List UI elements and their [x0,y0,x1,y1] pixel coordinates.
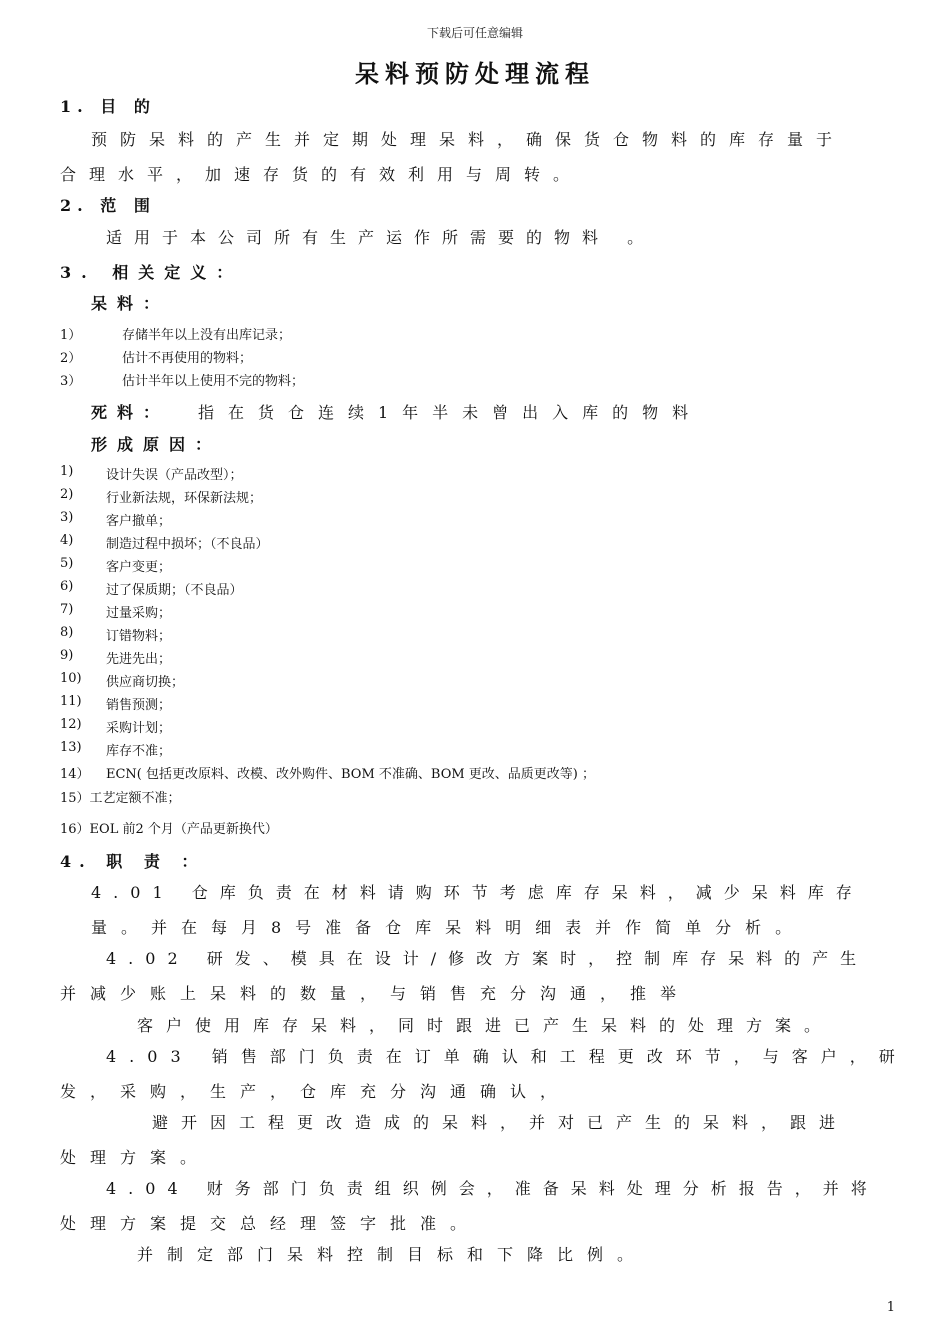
duty-4-03-line-4: 处理方案。 [60,1148,211,1167]
list-item-number: 3) [60,510,74,525]
duty-4-02-line-3: 客户使用库存呆料，同时跟进已产生呆料的处理方案。 [137,1016,834,1035]
duty-4-03-line-2: 发，采购，生产，仓库充分沟通确认， [60,1082,571,1101]
list-item-number: 3） [60,374,82,389]
list-item-number: 14） [60,767,90,782]
duty-4-04-line-1: 4.04 财务部门负责组织例会，准备呆料处理分析报告，并将 [106,1179,879,1198]
si-liao-definition: 指在货仓连续1年半未曾出入库的物料 [198,403,703,422]
section-1-heading: 1. 目 的 [60,97,156,116]
duty-4-01-line-2: 量。并在每月8号准备仓库呆料明细表并作简单分析。 [91,918,806,937]
duty-4-03-line-1: 4.03 销售部门负责在订单确认和工程更改环节，与客户，研 [106,1047,908,1066]
list-item-text: 销售预测； [106,698,172,713]
list-item-number: 11) [60,694,82,709]
list-item-text: ECN( 包括更改原料、改模、改外购件、BOM 不准确、BOM 更改、品质更改等) ； [106,767,596,782]
list-item-text: 过了保质期；（不良品） [106,583,243,598]
duty-4-01-line-1: 4.01 仓库负责在材料请购环节考虑库存呆料，减少呆料库存 [91,883,864,902]
list-item-number: 6) [60,579,74,594]
cause-label: 形成原因： [91,435,222,454]
section-2-heading: 2. 范 围 [60,196,156,215]
list-item-number: 1) [60,464,74,479]
list-item-number: 2) [60,487,74,502]
list-item-number: 9) [60,648,74,663]
list-item-number: 13) [60,740,82,755]
si-liao-label: 死料： [91,403,170,422]
list-item-number: 2） [60,351,82,366]
list-item-text: 先进先出； [106,652,172,667]
section-1-line-2: 合理水平，加速存货的有效利用与周转。 [60,165,583,184]
list-item-text: 库存不准； [106,744,172,759]
cause-item-16: 16）EOL 前2 个月（产品更新换代） [60,822,278,837]
list-item-number: 12) [60,717,82,732]
duty-4-04-line-3: 并制定部门呆料控制目标和下降比例。 [137,1245,648,1264]
list-item-text: 客户变更； [106,560,172,575]
list-item-text: 估计半年以上使用不完的物料； [122,374,305,389]
section-4-heading: 4. 职 责 ： [60,852,206,871]
list-item-text: 客户撤单； [106,514,172,529]
list-item-number: 5) [60,556,74,571]
list-item-number: 8) [60,625,74,640]
list-item-text: 制造过程中损坏；（不良品） [106,537,269,552]
list-item-text: 采购计划； [106,721,172,736]
section-2-line-1: 适用于本公司所有生产运作所需要的物料 。 [106,228,656,247]
duty-4-03-line-3: 避开因工程更改造成的呆料，并对已产生的呆料，跟进 [152,1113,849,1132]
page-number: 1 [886,1300,895,1315]
list-item-text: 估计不再使用的物料； [122,351,253,366]
list-item-text: 供应商切换； [106,675,185,690]
list-item-text: 过量采购； [106,606,172,621]
dai-liao-label: 呆料： [91,294,170,313]
duty-4-04-line-2: 处理方案提交总经理签字批准。 [60,1214,481,1233]
section-1-line-1: 预防呆料的产生并定期处理呆料，确保货仓物料的库存量于 [91,130,846,149]
list-item-number: 4) [60,533,74,548]
duty-4-02-line-2: 并减少账上呆料的数量，与销售充分沟通，推举 [60,984,691,1003]
list-item-number: 7) [60,602,74,617]
duty-4-02-line-1: 4.02 研发、模具在设计/修改方案时，控制库存呆料的产生 [106,949,869,968]
cause-item-15: 15）工艺定额不准； [60,791,181,806]
document-title: 呆料预防处理流程 [355,59,595,88]
list-item-text: 订错物料； [106,629,172,644]
page-header: 下载后可任意编辑 [426,26,523,40]
section-3-heading: 3. 相关定义： [60,263,243,282]
list-item-number: 1） [60,328,82,343]
list-item-text: 行业新法规，环保新法规； [106,491,263,506]
list-item-text: 存储半年以上没有出库记录； [122,328,292,343]
list-item-text: 设计失误（产品改型）； [106,468,243,483]
list-item-number: 10) [60,671,82,686]
